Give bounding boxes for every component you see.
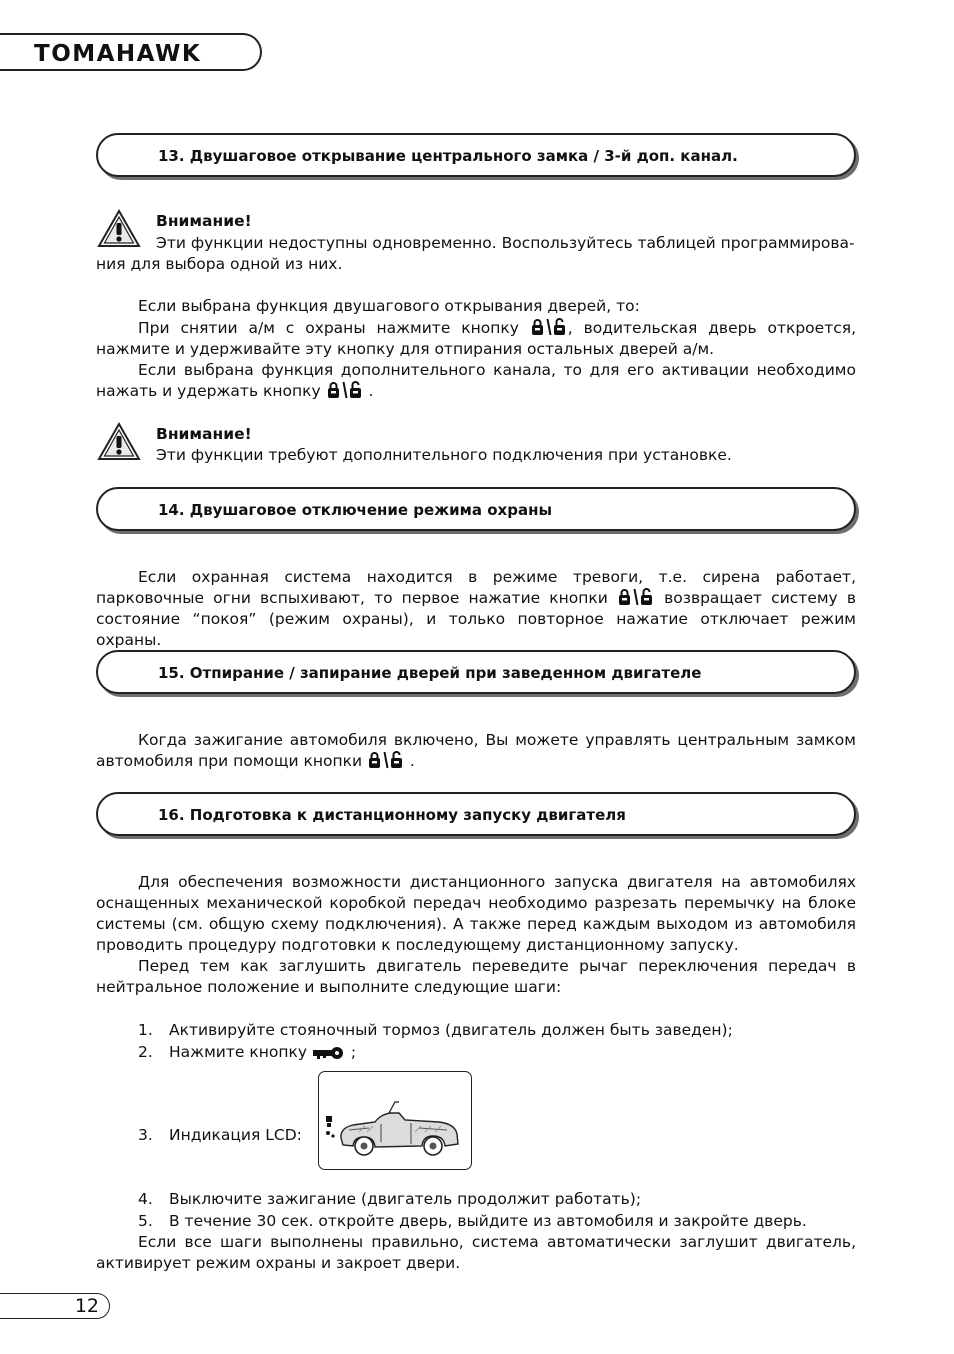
- s13-p2-text-a: При снятии а/м с охраны нажмите кнопку: [138, 319, 519, 337]
- s15-paragraph-1: [96, 730, 856, 772]
- step-suffix: ;: [350, 1043, 357, 1061]
- section-16-title: 16. Подготовка к дистанционному запуску двигателя: [158, 806, 626, 824]
- section-16-heading: [96, 792, 856, 836]
- warning-title: Внимание!: [156, 212, 252, 230]
- lock-unlock-button-icon: [618, 588, 654, 606]
- brand-header: [0, 33, 262, 71]
- warning-triangle-icon: [97, 422, 141, 462]
- s15-p1-text-a: Когда зажигание автомобиля включено, Вы можете управлять центральным замком автомобиля при помощи кнопки: [96, 731, 856, 770]
- step-text: Нажмите кнопку: [169, 1043, 308, 1061]
- section-14-title: 14. Двушаговое отключение режима охраны: [158, 501, 553, 519]
- s14-p1-text-a: Если охранная система находится в режиме тревоги, т.е. сирена работает, парковочные огни вспыхивают, то первое нажатие кнопки: [96, 568, 856, 607]
- warning-1-line-1: Эти функции недоступны одновременно. Воспользуйтесь таблицей программирова-: [156, 234, 855, 252]
- section-13-title: 13. Двушаговое открывание центрального замка / 3-й доп. канал.: [158, 147, 738, 165]
- section-15-heading: [96, 650, 856, 694]
- lcd-indicator-box: [318, 1071, 472, 1170]
- section-14-heading: [96, 487, 856, 531]
- step-text: Индикация LCD:: [169, 1126, 302, 1144]
- step-number: 1.: [138, 1021, 153, 1039]
- step-text: В течение 30 сек. откройте дверь, выйдите из автомобиля и закройте дверь.: [169, 1212, 807, 1230]
- s14-paragraph-1: [96, 567, 856, 651]
- lock-unlock-button-icon: [368, 751, 404, 769]
- warning-1-line-2: ния для выбора одной из них.: [96, 255, 343, 273]
- s13-p3-text-a: Если выбрана функция дополнительного канала, то для его активации необходимо нажать и удержать кнопку: [96, 361, 856, 400]
- step-number: 4.: [138, 1190, 153, 1208]
- step-number: 2.: [138, 1043, 153, 1061]
- s15-p1-text-b: .: [409, 752, 415, 770]
- s16-paragraph-2: Перед тем как заглушить двигатель переведите рычаг переключения передач в нейтральное положение и выполните следующие шаги:: [96, 957, 856, 996]
- section-15-title: 15. Отпирание / запирание дверей при заведенном двигателе: [158, 664, 702, 682]
- step-number: 5.: [138, 1212, 153, 1230]
- step-number: 3.: [138, 1126, 153, 1144]
- warning-1-text: [96, 233, 856, 275]
- s13-paragraph-3: [96, 360, 856, 402]
- lock-unlock-button-icon: [327, 381, 363, 399]
- s13-p3-text-b: .: [368, 382, 374, 400]
- page-number: 12: [74, 1295, 99, 1317]
- s13-paragraph-1: Если выбрана функция двушагового открывания дверей, то:: [138, 297, 640, 315]
- s13-p2-text-b: , водительская дверь откроется, нажмите и удерживайте эту кнопку для отпирания остальных дверей а/м.: [96, 319, 856, 358]
- s13-paragraph-2: [96, 318, 856, 360]
- warning-title: Внимание!: [156, 425, 252, 443]
- brand-logo: TOMAHAWK: [34, 41, 202, 67]
- s14-p1-text-b: возвращает систему в состояние “покоя” (режим охраны), и только повторное нажатие отключает режим охраны.: [96, 589, 856, 649]
- convertible-car-lcd-icon: [319, 1072, 470, 1168]
- step-text-2: [169, 1042, 356, 1063]
- warning-2-text: Эти функции требуют дополнительного подключения при установке.: [156, 446, 732, 464]
- s16-paragraph-1: Для обеспечения возможности дистанционного запуска двигателя на автомобилях оснащенных механической коробкой передач необходимо разрезать перемычку на блоке системы (см. общую схему подключения). А также перед каждым выходом из автомобиля проводить процедуру подготовки к последующему дистанционному запуску.: [96, 873, 856, 954]
- key-button-icon: [313, 1046, 345, 1060]
- page-number-tab: [0, 1293, 110, 1319]
- lock-unlock-button-icon: [531, 318, 567, 336]
- step-text: Активируйте стояночный тормоз (двигатель должен быть заведен);: [169, 1021, 733, 1039]
- s16-paragraph-3: Если все шаги выполнены правильно, система автоматически заглушит двигатель, активирует режим охраны и закроет двери.: [96, 1233, 856, 1272]
- step-text: Выключите зажигание (двигатель продолжит работать);: [169, 1190, 642, 1208]
- section-13-heading: [96, 133, 856, 177]
